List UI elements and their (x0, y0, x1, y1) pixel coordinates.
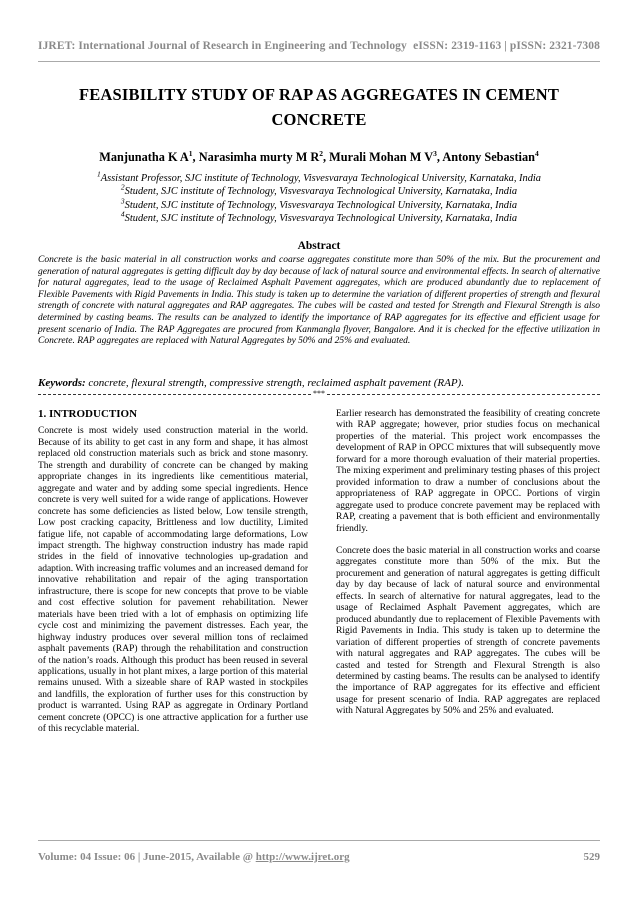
title-line-1: FEASIBILITY STUDY OF RAP AS AGGREGATES IN CEMENT (78, 85, 560, 104)
author-1: Manjunatha K $A^1$, (99, 148, 199, 164)
section-heading-introduction: 1. INTRODUCTION (38, 408, 138, 420)
paper-title (40, 82, 598, 132)
running-header (38, 40, 600, 52)
author-4: Antony Sebastian$^4$ (442, 148, 539, 164)
footer-volume: Volume: 04 Issue: 06 | June-2015, Available @ http://www.ijret.org (38, 851, 350, 863)
affiliation-3: $^3$Student, SJC institute of Technology, Visvesvaraya Technological University, Karnataka, India (120, 196, 518, 211)
separator-stars: *** (313, 389, 325, 398)
header-rule (38, 61, 600, 62)
paragraph: Concrete does the basic material in all construction works and coarse aggregates constitute more than 50% of the mix. But the procurement and generation of natural aggregates is getting difficult day by day because of lack of natural source and environmental effects. In search of alternative for natural aggregates, lead to the usage of Reclaimed Asphalt Pavement aggregates, which are produced abundantly due to replacement of Flexible Pavements with Rigid Pavements in India. This study is taken up to determine the variation of different properties of strength of concrete pavements with natural aggregates and RAP aggregates. The cubes will be casted and tested for Strength and Flexural Strength is also determined by casting beams. The results can be analysed to identify the importance of RAP aggregates for its effective and efficient usage for present scenario of India. RAP aggregates are replaced with Natural Aggregates by 50% and 25% and evaluated. (336, 545, 600, 717)
left-column (38, 409, 308, 747)
issn: eISSN: 2319-1163 | pISSN: 2321-7308 (413, 40, 600, 52)
right-column (336, 409, 600, 729)
author-2: Narasimha murty M $R^2$, (198, 148, 330, 164)
abstract-text: Concrete is the basic material in all construction works and coarse aggregates constitute more than 50% of the mix. But the procurement and generation of natural aggregates is getting difficult day by day because of lack of natural source and environmental effects. In search of alternative for natural aggregates, lead to the usage of Reclaimed Asphalt Pavement aggregates, which are produced abundantly due to replacement of Flexible Pavements with Rigid Pavements in India. This study is taken up to determine the variation of different properties of strength and flexural strength of concrete with natural aggregates and RAP aggregates. The cubes will be casted and tested for Strength and Flexural Strength is also determined by casting beams. The results can be analyzed to identify the importance of RAP aggregates for its effective and efficient usage for present scenario of India. The RAP Aggregates are procured from Kanmangla flyover, Bangalore. And it is checked for the effective utilization in Concrete. RAP aggregates are replaced with Natural Aggregates by 50% and 25% and evaluated. (38, 255, 600, 347)
keywords-label: Keywords: (38, 377, 86, 389)
separator-dash-left (38, 394, 311, 395)
affiliation-4: $^4$Student, SJC institute of Technology, Visvesvaraya Technological University, Karnataka, India (120, 209, 518, 225)
affiliations (40, 169, 598, 226)
journal-name: IJRET: International Journal of Research in Engineering and Technology (38, 40, 407, 52)
affiliation-2: $^2$Student, SJC institute of Technology, Visvesvaraya Technological University, Karnataka, India (120, 182, 518, 198)
separator-dash-right (327, 394, 600, 395)
footer-rule (38, 840, 600, 841)
affiliation-1: $^1$Assistant Professor, SJC institute of Technology, Visvesvaraya Technological University, Karnataka, India (97, 169, 541, 184)
keywords (38, 377, 600, 389)
paragraph: Earlier research has demonstrated the feasibility of creating concrete with RAP aggregate; however, prior studies focus on mechanical properties of the material. This project work encompasses the development of RAP in OPCC mixtures that will subsequently move forward for a more thorough evaluation of their material properties. The mixing experiment and preliminary testing phases of this project provided information to draw a number of conclusions about the appropriateness of RAP aggregate in OPCC. Portions of virgin aggregate used to produce concrete pavement may be replaced with RAP, creating a pavement that is both efficient and environmentally friendly. (336, 409, 600, 534)
page-number: 529 (583, 851, 600, 863)
title-line-2: CONCRETE (271, 110, 367, 129)
section-separator (38, 390, 600, 398)
paragraph: Concrete is most widely used construction material in the world. Because of its ability to get cast in any form and shape, it has almost replaced old construction materials such as brick and stone masonry. The strength and durability of concrete can be changed by making appropriate changes in its ingredients like cementitious material, aggregate and water and by adding some special ingredients. Hence concrete is very well suited for a wide range of applications. However concrete has some deficiencies as listed below, Low tensile strength, Low post cracking capacity, Brittleness and low ductility, Limited fatigue life, not capable of accommodating large deformations, Low impact strength. The highway construction industry has made rapid strides in the field of innovative technologies up-gradation and adaption. With increasing traffic volumes and an increased demand for innovative rehabilitation and repair of the aging transportation infrastructure, there is scope for new concepts that prove to be viable and cost effective solution for pavement rehabilitation. Newer materials have been tried with a lot of emphasis on optimizing life cycle cost and minimizing the pavement distresses. Each year, the highway industry produces over several million tons of reclaimed asphalt pavements (RAP) through the rehabilitation and construction of the nation’s roads. Although this product has been reused in several applications, usually in hot plant mixes, a large portion of this material remains unused. With a sizeable share of RAP wasted in stockpiles and landfills, the exploration of further uses for this construction by product is warranted. Using RAP as aggregate in Ordinary Portland cement concrete (OPCC) is one attractive application for a further use of this recyclable material. (38, 426, 308, 735)
author-3: Murali Mohan M $V^3$, (329, 148, 443, 164)
journal-link[interactable]: http://www.ijret.org (255, 851, 350, 863)
running-footer (38, 851, 600, 863)
abstract-heading: Abstract (297, 240, 341, 252)
keywords-text: concrete, flexural strength, compressive strength, reclaimed asphalt pavement (RAP). (85, 377, 464, 389)
author-list (40, 150, 598, 165)
